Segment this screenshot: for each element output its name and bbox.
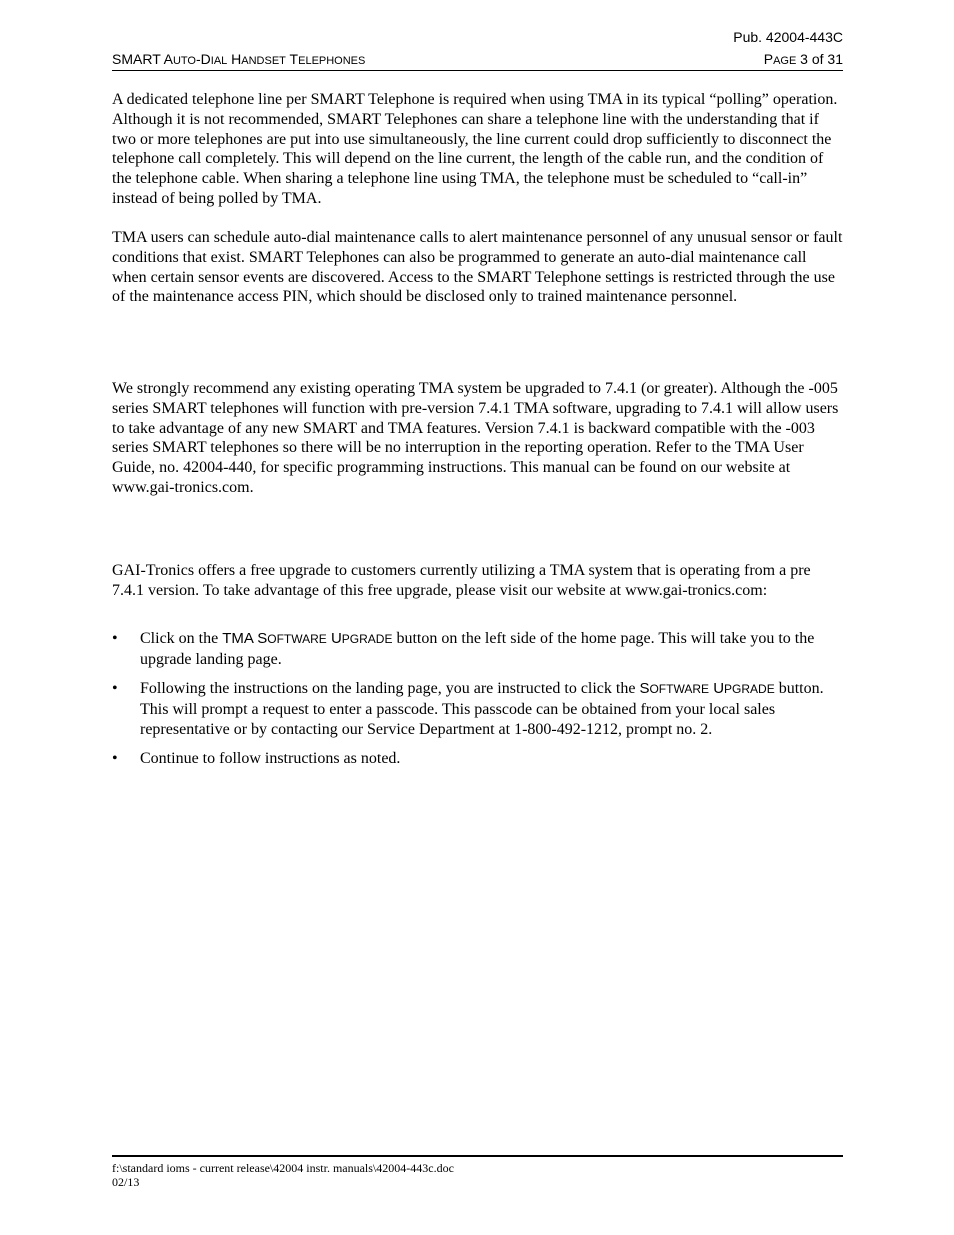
tma-software-upgrade-label: TMA SOFTWARE UPGRADE [222,630,393,647]
page-number: PAGE 3 of 31 [763,51,843,67]
bullet-icon: • [112,750,118,767]
paragraph-upgrade-recommendation: We strongly recommend any existing operating TMA system be upgraded to 7.4.1 (or greater). Although the -005 series SMART telephones will function with pre-version 7.4.1 TMA software, upgrading to 7.4.1 will allow users to take advantage of any new SMART and TMA features. Version 7.4.1 is backward compatible with the -003 series SMART telephones so there will be no interruption in the reporting operation. Refer to the TMA User Guide, no. 42004-440, for specific programming instructions. This manual can be found on our website at www.gai-tronics.com. [112,380,839,496]
paragraph-free-upgrade: GAI-Tronics offers a free upgrade to customers currently utilizing a TMA system that is operating from a pre 7.4.1 version. To take advantage of this free upgrade, please visit our website at www.gai-tronics.com: [112,562,811,599]
footer-date: 02/13 [112,1175,140,1189]
bullet-icon: • [112,630,118,647]
document-title: SMART AUTO-DIAL HANDSET TELEPHONES [112,51,366,67]
page-footer [112,1155,843,1189]
software-upgrade-label: SOFTWARE UPGRADE [639,680,775,697]
publication-number: Pub. 42004-443C [733,29,843,45]
paragraph-maintenance-calls: TMA users can schedule auto-dial maintenance calls to alert maintenance personnel of any unusual sensor or fault conditions that exist. SMART Telephones can also be programmed to generate an auto-dial maintenance call when certain sensor events are discovered. Access to the SMART Telephone settings is restricted through the use of the maintenance access PIN, which should be disclosed only to trained maintenance personnel. [112,229,843,306]
list-item-text: Continue to follow instructions as noted. [140,750,401,767]
footer-file-path: f:\standard ioms - current release\42004 instr. manuals\42004-443c.doc [112,1161,454,1175]
page-header [112,28,843,71]
bullet-icon: • [112,680,118,697]
paragraph-dedicated-line: A dedicated telephone line per SMART Telephone is required when using TMA in its typical “polling” operation. Although it is not recommended, SMART Telephones can share a telephone line with the understanding that if two or more telephones are put into use simultaneously, the line current could drop sufficiently to disconnect the telephone call completely. This will depend on the line current, the length of the cable run, and the condition of the telephone cable. When sharing a telephone line using TMA, the telephone must be scheduled to “call-in” instead of being polled by TMA. [112,91,838,207]
list-item-text: Following the instructions on the landing page, you are instructed to click the SOFTWARE UPGRADE button. This will prompt a request to enter a passcode. This passcode can be obtained from your local sales representative or by contacting our Service Department at 1-800-492-1212, prompt no. 2. [140,680,824,738]
list-item-text: Click on the TMA SOFTWARE UPGRADE button on the left side of the home page. This will take you to the upgrade landing page. [140,630,815,668]
